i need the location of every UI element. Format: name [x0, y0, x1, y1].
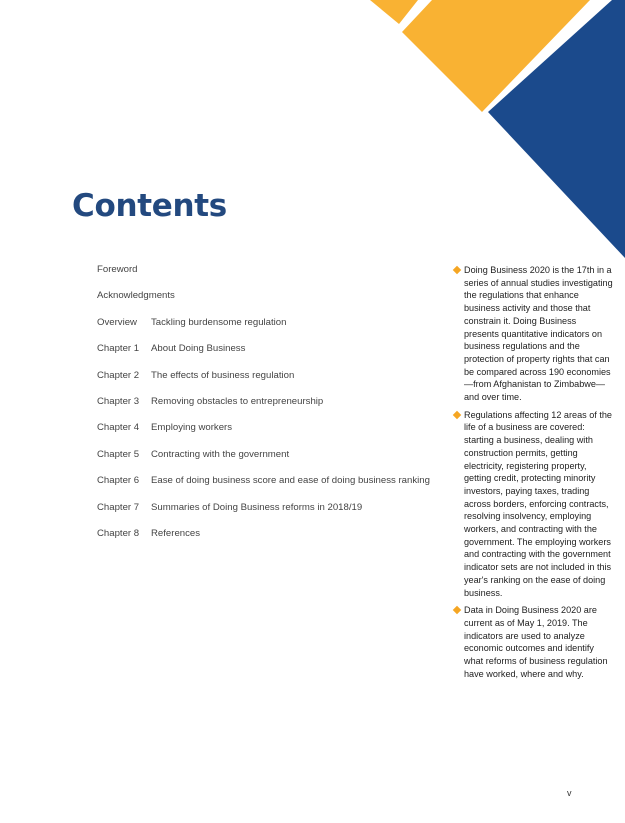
diamond-bullet-icon: [453, 410, 461, 418]
summary-text: Regulations affecting 12 areas of the life of a business are covered: starting a business, dealing with construction permits, getting electricity, registering property, getting credit, protecting minority investors, paying taxes, trading across borders, enforcing contracts, resolving insolvency, employing workers, and contracting with the government. The employing workers and contracting with the government indicator sets are not included in this year's ranking on the ease of doing business.: [464, 409, 612, 598]
toc-label: Chapter 7: [97, 501, 140, 513]
summary-paragraph: [453, 604, 613, 680]
table-of-contents: [0, 262, 430, 552]
toc-label: Chapter 2: [97, 369, 140, 381]
toc-entry[interactable]: [0, 526, 430, 552]
toc-entry[interactable]: [0, 341, 430, 367]
toc-title: Tackling burdensome regulation: [151, 316, 287, 328]
summary-text: Data in Doing Business 2020 are current as of May 1, 2019. The indicators are used to analyze economic outcomes and identify what reforms of business regulation have worked, where and why.: [464, 605, 608, 679]
toc-title: Removing obstacles to entrepreneurship: [151, 395, 324, 407]
toc-entry[interactable]: [0, 394, 430, 420]
page-title: Contents: [72, 188, 227, 224]
toc-label: Chapter 1: [97, 343, 140, 355]
toc-title: The effects of business regulation: [151, 369, 295, 381]
sidebar-summary: [453, 264, 613, 686]
toc-title: Summaries of Doing Business reforms in 2018/19: [151, 501, 363, 513]
toc-entry[interactable]: [0, 500, 430, 526]
toc-title: Ease of doing business score and ease of doing business ranking: [151, 475, 430, 487]
summary-paragraph: [453, 409, 613, 600]
page-number: v: [567, 788, 572, 798]
toc-label: Chapter 4: [97, 422, 140, 434]
toc-title: Employing workers: [151, 422, 233, 434]
toc-label: Overview: [97, 316, 137, 328]
toc-entry[interactable]: [0, 315, 430, 341]
toc-title: Contracting with the government: [151, 448, 290, 460]
toc-entry[interactable]: [0, 368, 430, 394]
toc-title: About Doing Business: [151, 343, 246, 355]
toc-label: Chapter 5: [97, 448, 140, 460]
gold-stripe-small: [370, 0, 418, 24]
toc-entry[interactable]: [0, 473, 430, 499]
toc-label: Chapter 3: [97, 395, 140, 407]
toc-label: Foreword: [97, 264, 138, 275]
diamond-bullet-icon: [453, 606, 461, 614]
toc-label: Acknowledgments: [97, 290, 175, 302]
toc-label: Chapter 6: [97, 475, 140, 487]
toc-title: References: [151, 527, 201, 539]
toc-entry[interactable]: [0, 447, 430, 473]
diamond-bullet-icon: [453, 266, 461, 274]
toc-entry[interactable]: [0, 262, 430, 288]
summary-paragraph: [453, 264, 613, 404]
summary-text: Doing Business 2020 is the 17th in a series of annual studies investigating the regulations that enhance business activity and those that constrain it. Doing Business presents quantitative indicators on business regulations and the protection of property rights that can be compared across 190 economies—from Afghanistan to Zimbabwe—and over time.: [464, 265, 613, 403]
toc-entry[interactable]: [0, 288, 430, 314]
toc-entry[interactable]: [0, 420, 430, 446]
toc-label: Chapter 8: [97, 527, 140, 539]
